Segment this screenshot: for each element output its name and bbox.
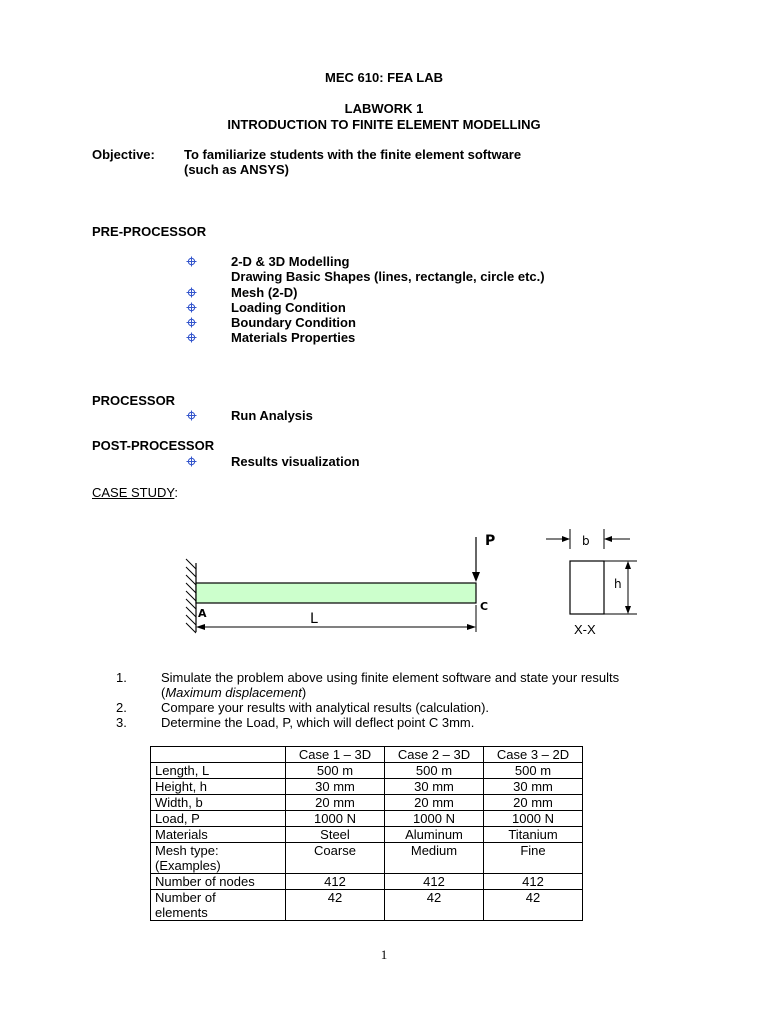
table-cell: 42 [484,890,583,921]
label-a: A [198,607,207,620]
table-row [151,795,583,811]
beam [196,583,476,603]
objective-line-2: (such as ANSYS) [184,162,289,177]
crosshair-bullet-icon [186,287,197,298]
h-arrow-bottom [625,606,631,614]
crosshair-bullet-icon [186,302,197,313]
objective-line-1: To familiarize students with the finite element software [184,147,522,162]
table-cell: 20 mm [385,795,484,811]
table-cell: 1000 N [484,811,583,827]
objective-label: Objective: [92,147,155,162]
labwork-title: LABWORK 1 [344,101,424,116]
crosshair-bullet-icon [186,256,197,267]
table-header-cell: Case 3 – 2D [484,747,583,763]
table-row-label: Load, P [151,811,286,827]
label-l: L [310,611,318,627]
cross-section-diagram [540,525,640,640]
table-row-label: Number of nodes [151,874,286,890]
processor-heading: PROCESSOR [92,393,176,408]
table-row [151,827,583,843]
table-cell: 500 m [286,763,385,779]
h-arrow-top [625,561,631,569]
table-cell: Fine [484,843,583,874]
pre-item-materials: Materials Properties [231,330,356,345]
table-cell: 30 mm [385,779,484,795]
post-item-results: Results visualization [231,454,360,469]
table-cell: 20 mm [484,795,583,811]
course-title: MEC 610: FEA LAB [325,70,443,85]
pre-item-modelling-sub: Drawing Basic Shapes (lines, rectangle, circle etc.) [231,269,545,284]
table-row-label: Height, h [151,779,286,795]
label-b: b [582,534,590,548]
table-cell: Medium [385,843,484,874]
case-study-heading [92,485,178,500]
cantilever-beam-diagram [170,525,500,640]
table-cell: Aluminum [385,827,484,843]
label-c: C [480,600,489,613]
cases-table [150,746,583,921]
table-cell: 500 m [484,763,583,779]
crosshair-bullet-icon [186,456,197,467]
pre-item-boundary: Boundary Condition [231,315,356,330]
section-rectangle [570,561,604,614]
table-cell: 30 mm [286,779,385,795]
wall-hatching [186,559,196,633]
label-p: P [485,533,496,549]
table-cell: 500 m [385,763,484,779]
task-1-italic: Maximum displacement [165,685,302,700]
table-cell: Titanium [484,827,583,843]
table-header-row [151,747,583,763]
label-xx: X-X [574,622,596,637]
processor-item-run: Run Analysis [231,408,313,423]
task-3-text: Determine the Load, P, which will deflect point C 3mm. [161,715,475,730]
task-3-number: 3. [116,715,127,730]
table-row [151,779,583,795]
table-cell: 1000 N [286,811,385,827]
pre-processor-heading: PRE-PROCESSOR [92,224,207,239]
table-cell: 412 [385,874,484,890]
load-arrow-head [472,572,480,582]
table-header-cell [151,747,286,763]
table-cell: 30 mm [484,779,583,795]
crosshair-bullet-icon [186,410,197,421]
label-h: h [614,577,622,591]
dimension-arrow-right [467,624,476,630]
table-row-label: Length, L [151,763,286,779]
table-row-label: Mesh type: (Examples) [151,843,286,874]
task-2-text: Compare your results with analytical results (calculation). [161,700,490,715]
crosshair-bullet-icon [186,317,197,328]
table-header-cell: Case 1 – 3D [286,747,385,763]
task-1-line-2: (Maximum displacement) [161,685,307,700]
task-1-line-1: Simulate the problem above using finite element software and state your results [161,670,620,685]
table-cell: Steel [286,827,385,843]
table-row-label: Number of elements [151,890,286,921]
table-row [151,843,583,874]
table-cell: 42 [385,890,484,921]
table-row [151,811,583,827]
pre-item-loading: Loading Condition [231,300,346,315]
post-processor-heading: POST-PROCESSOR [92,438,215,453]
table-cell: 42 [286,890,385,921]
b-arrow-left-head [562,536,570,542]
table-cell: 412 [286,874,385,890]
table-cell: Coarse [286,843,385,874]
table-cell: 1000 N [385,811,484,827]
pre-item-mesh: Mesh (2-D) [231,285,298,300]
case-study-label: CASE STUDY [92,485,175,500]
case-study-colon: : [174,485,178,500]
task-1-number: 1. [116,670,127,685]
table-row [151,874,583,890]
crosshair-bullet-icon [186,332,197,343]
table-header-cell: Case 2 – 3D [385,747,484,763]
b-arrow-right-head [604,536,612,542]
table-cell: 20 mm [286,795,385,811]
table-row [151,890,583,921]
dimension-arrow-left [196,624,205,630]
table-row-label: Materials [151,827,286,843]
page-number: 1 [380,947,388,962]
task-2-number: 2. [116,700,127,715]
table-cell: 412 [484,874,583,890]
document-title: INTRODUCTION TO FINITE ELEMENT MODELLING [227,117,541,132]
table-row [151,763,583,779]
pre-item-modelling: 2-D & 3D Modelling [231,254,350,269]
table-row-label: Width, b [151,795,286,811]
